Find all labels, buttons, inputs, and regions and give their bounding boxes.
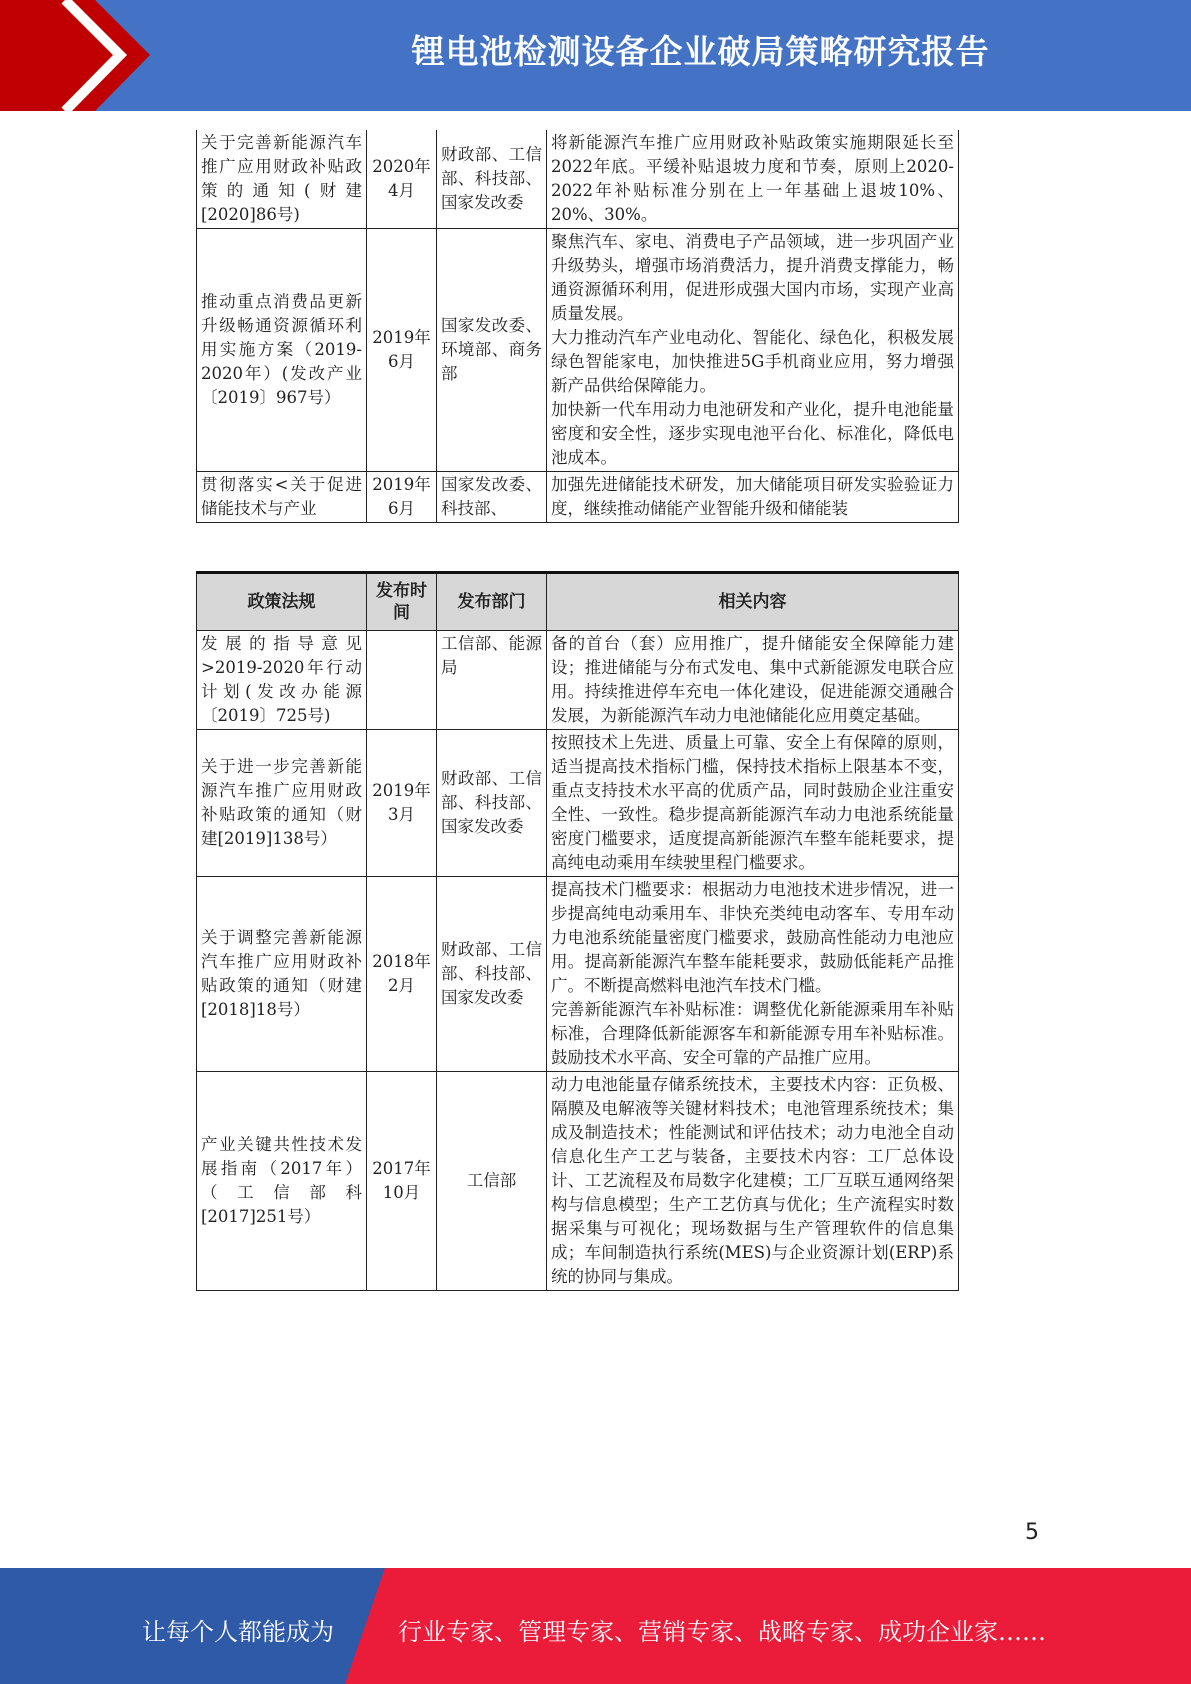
release-time-cell: 2018年2月 (367, 877, 437, 1072)
table-row (197, 631, 959, 730)
content-cell (547, 1072, 959, 1291)
table-row (197, 472, 959, 523)
policy-table-continued (196, 130, 959, 523)
department-cell: 财政部、工信部、科技部、国家发改委 (437, 877, 547, 1072)
content-paragraph: 加强先进储能技术研发，加大储能项目研发实验验证力度，继续推动储能产业智能升级和储能装 (551, 475, 954, 518)
content-paragraph: 大力推动汽车产业电动化、智能化、绿色化，积极发展绿色智能家电，加快推进5G手机商业应用，努力增强新产品供给保障能力。 (551, 328, 954, 395)
content-paragraph: 加快新一代车用动力电池研发和产业化，提升电池能量密度和安全性，逐步实现电池平台化、标准化，降低电池成本。 (551, 400, 954, 467)
release-time-cell (367, 631, 437, 730)
content-paragraph: 按照技术上先进、质量上可靠、安全上有保障的原则，适当提高技术指标门槛，保持技术指标上限基本不变，重点支持技术水平高的优质产品，同时鼓励企业注重安全性、一致性。稳步提高新能源汽车动力电池系统能量密度门槛要求，适度提高新能源汽车整车能耗要求，提高纯电动乘用车续驶里程门槛要求。 (551, 733, 954, 872)
policy-name-cell: 产业关键共性技术发展指南（2017年）（工信部科[2017]251号） (197, 1072, 367, 1291)
content-paragraph: 备的首台（套）应用推广，提升储能安全保障能力建设；推进储能与分布式发电、集中式新能源发电联合应用。持续推进停车充电一体化建设，促进能源交通融合发展，为新能源汽车动力电池储能化应用奠定基础。 (551, 634, 954, 725)
content-cell (547, 631, 959, 730)
content-cell (547, 730, 959, 877)
content-cell (547, 130, 959, 229)
column-header-content: 相关内容 (547, 573, 959, 631)
content-paragraph: 完善新能源汽车补贴标准：调整优化新能源乘用车补贴标准，合理降低新能源客车和新能源专用车补贴标准。鼓励技术水平高、安全可靠的产品推广应用。 (551, 1000, 954, 1067)
release-time-cell: 2019年3月 (367, 730, 437, 877)
table-row (197, 229, 959, 472)
page-header (0, 0, 1191, 111)
department-cell: 财政部、工信部、科技部、国家发改委 (437, 130, 547, 229)
release-time-cell: 2019年6月 (367, 472, 437, 523)
release-time-cell: 2020年4月 (367, 130, 437, 229)
page-footer (0, 1568, 1191, 1684)
footer-slogan-left: 让每个人都能成为 (142, 1618, 334, 1646)
policy-name-cell: 贯彻落实<关于促进储能技术与产业 (197, 472, 367, 523)
content-paragraph: 将新能源汽车推广应用财政补贴政策实施期限延长至2022年底。平缓补贴退坡力度和节奏，原则上2020-2022年补贴标准分别在上一年基础上退坡10%、20%、30%。 (551, 133, 954, 224)
table-row (197, 730, 959, 877)
policy-name-cell: 关于进一步完善新能源汽车推广应用财政补贴政策的通知（财建[2019]138号） (197, 730, 367, 877)
report-title: 锂电池检测设备企业破局策略研究报告 (411, 32, 990, 71)
table-row (197, 130, 959, 229)
content-paragraph: 动力电池能量存储系统技术，主要技术内容：正负极、隔膜及电解液等关键材料技术；电池管理系统技术；集成及制造技术；性能测试和评估技术；动力电池全自动信息化生产工艺与装备，主要技术内容：工厂总体设计、工艺流程及布局数字化建模；工厂互联互通网络架构与信息模型；生产工艺仿真与优化；生产流程实时数据采集与可视化；现场数据与生产管理软件的信息集成；车间制造执行系统(MES)与企业资源计划(ERP)系统的协同与集成。 (551, 1075, 954, 1286)
content-cell (547, 472, 959, 523)
column-header-policy: 政策法规 (197, 573, 367, 631)
department-cell: 国家发改委、环境部、商务部 (437, 229, 547, 472)
release-time-cell: 2019年6月 (367, 229, 437, 472)
policy-table (196, 571, 959, 1291)
header-arrow-decoration (0, 0, 150, 111)
policy-name-cell: 发展的指导意见>2019-2020年行动计划(发改办能源〔2019〕725号) (197, 631, 367, 730)
content-cell (547, 877, 959, 1072)
policy-name-cell: 推动重点消费品更新升级畅通资源循环利用实施方案（2019-2020年）(发改产业〔2019〕967号） (197, 229, 367, 472)
table-header-row (197, 573, 959, 631)
content-cell (547, 229, 959, 472)
table-row (197, 877, 959, 1072)
policy-name-cell: 关于调整完善新能源汽车推广应用财政补贴政策的通知（财建[2018]18号） (197, 877, 367, 1072)
column-header-department: 发布部门 (437, 573, 547, 631)
release-time-cell: 2017年10月 (367, 1072, 437, 1291)
policy-name-cell: 关于完善新能源汽车推广应用财政补贴政策的通知(财建[2020]86号) (197, 130, 367, 229)
department-cell: 国家发改委、科技部、 (437, 472, 547, 523)
department-cell: 财政部、工信部、科技部、国家发改委 (437, 730, 547, 877)
content-paragraph: 聚焦汽车、家电、消费电子产品领域，进一步巩固产业升级势头，增强市场消费活力，提升消费支撑能力，畅通资源循环利用，促进形成强大国内市场，实现产业高质量发展。 (551, 232, 954, 323)
department-cell: 工信部 (437, 1072, 547, 1291)
column-header-time: 发布时间 (367, 573, 437, 631)
department-cell: 工信部、能源局 (437, 631, 547, 730)
table-row (197, 1072, 959, 1291)
content-paragraph: 提高技术门槛要求：根据动力电池技术进步情况，进一步提高纯电动乘用车、非快充类纯电动客车、专用车动力电池系统能量密度门槛要求，鼓励高性能动力电池应用。提高新能源汽车整车能耗要求，鼓励低能耗产品推广。不断提高燃料电池汽车技术门槛。 (551, 880, 954, 995)
page-number: 5 (1025, 1520, 1039, 1545)
footer-slogan-right: 行业专家、管理专家、营销专家、战略专家、成功企业家…… (398, 1618, 1046, 1646)
